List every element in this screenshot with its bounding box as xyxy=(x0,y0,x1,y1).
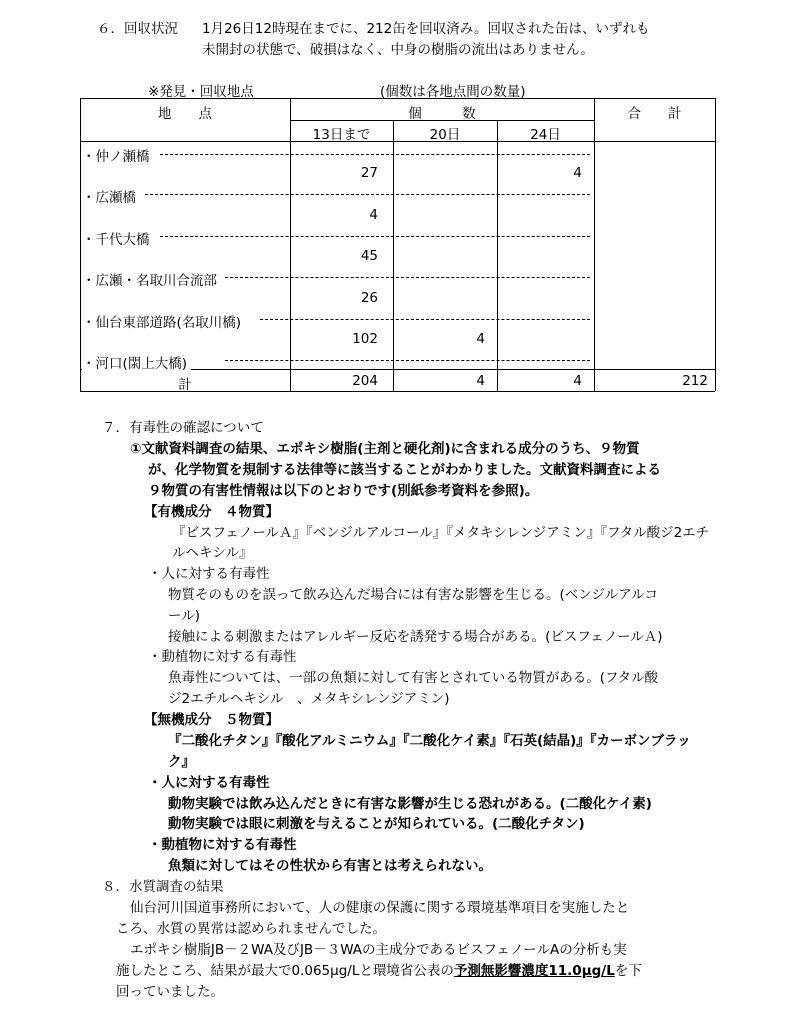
inorganic-list-line2: ク』 xyxy=(168,754,195,770)
organic-human-1-line2: ール) xyxy=(168,608,200,624)
section7-heading: ７．有毒性の確認について xyxy=(102,420,264,436)
inorganic-human-tox-heading: ・人に対する有毒性 xyxy=(148,775,270,791)
section7-p1-line3: ９物質の有害性情報は以下のとおりです(別紙参考資料を参照)。 xyxy=(148,483,539,499)
count-cell: 27 xyxy=(360,165,378,181)
section8-p2-line2-c: を下 xyxy=(614,963,642,979)
count-cell: 102 xyxy=(352,331,378,347)
header-count: 個 数 xyxy=(408,106,476,122)
location-label: ・河口(閖上大橋) xyxy=(82,352,191,372)
inorganic-human-2: 動物実験では眼に刺激を与えることが知られている。(二酸化チタン) xyxy=(168,816,585,832)
table-caption-note: (個数は各地点間の数量) xyxy=(380,84,526,100)
location-label: ・広瀬橋 xyxy=(82,186,140,206)
section8-p1-line1: 仙台河川国道事務所において、人の健康の保護に関する環境基準項目を実施したと xyxy=(130,900,630,916)
inorganic-plant-tox-heading: ・動植物に対する有毒性 xyxy=(148,837,297,853)
inorganic-heading: 【無機成分 ５物質】 xyxy=(144,712,279,728)
organic-heading: 【有機成分 ４物質】 xyxy=(144,504,279,520)
header-date-20: 20日 xyxy=(429,127,461,143)
sum-cell: 204 xyxy=(352,373,378,389)
organic-plant-1-line1: 魚毒性については、一部の魚類に対して有害とされている物質がある。(フタル酸 xyxy=(168,670,659,686)
sum-cell: 4 xyxy=(573,373,582,389)
count-cell: 45 xyxy=(360,248,378,264)
section8-p2-line3: 回っていました。 xyxy=(116,984,224,1000)
section7-p1-line1: ①文献資料調査の結果、エポキシ樹脂(主剤と硬化剤)に含まれる成分のうち、９物質 xyxy=(130,441,640,457)
inorganic-human-1: 動物実験では飲み込んだときに有害な影響が生じる恐れがある。(二酸化ケイ素) xyxy=(168,796,652,812)
section6-line1: 1月26日12時現在までに、212缶を回収済み。回収された缶は、いずれも xyxy=(202,21,650,37)
location-label: ・広瀬・名取川合流部 xyxy=(82,269,221,289)
count-cell: 4 xyxy=(573,165,582,181)
section6-heading: ６．回収状況 xyxy=(97,21,178,37)
section8-p2-line2-a: 施したところ、結果が最大で0.065μg/Lと環境省公表の xyxy=(116,963,454,979)
header-date-13: 13日まで xyxy=(312,127,371,143)
section8-p2-line1: エポキシ樹脂JB－２WA及びJB－３WAの主成分であるビスフェノールAの分析も実 xyxy=(130,942,627,958)
organic-plant-tox-heading: ・動植物に対する有毒性 xyxy=(148,649,297,665)
organic-list-line2: ルヘキシル』 xyxy=(172,545,253,561)
organic-list-line1: 『ビスフェノールＡ』『ベンジルアルコール』『メタキシレンジアミン』『フタル酸ジ2エチ xyxy=(172,525,710,541)
inorganic-plant-1: 魚類に対してはその性状から有害とは考えられない。 xyxy=(168,858,492,874)
section6-line2: 未開封の状態で、破損はなく、中身の樹脂の流出はありません。 xyxy=(202,42,594,58)
header-total: 合 計 xyxy=(627,106,682,122)
organic-human-tox-heading: ・人に対する有毒性 xyxy=(148,566,270,582)
table-caption-locations: ※発見・回収地点 xyxy=(148,84,254,100)
sum-label: 計 xyxy=(178,377,192,393)
sum-cell: 4 xyxy=(476,373,485,389)
count-cell: 4 xyxy=(369,207,378,223)
section7-p1-line2: が、化学物質を規制する法律等に該当することがわかりました。文献資料調査による xyxy=(148,462,661,478)
count-cell: 26 xyxy=(360,290,378,306)
section8-p1-line2: ころ、水質の異常は認められませんでした。 xyxy=(116,921,386,937)
organic-human-1-line1: 物質そのものを誤って飲み込んだ場合には有害な影響を生じる。(ベンジルアルコ xyxy=(168,587,659,603)
section8-p2-line2 xyxy=(116,959,642,979)
organic-human-2: 接触による刺激またはアレルギー反応を誘発する場合がある。(ビスフェノールＡ) xyxy=(168,629,663,645)
pnec-value: 予測無影響濃度11.0μg/L xyxy=(453,963,615,979)
location-label: ・仙台東部道路(名取川橋) xyxy=(82,311,245,331)
inorganic-list-line1: 『二酸化チタン』『酸化アルミニウム』『二酸化ケイ素』『石英(結晶)』『カーボンブラッ xyxy=(168,733,691,749)
location-label: ・仲ノ瀬橋 xyxy=(82,145,154,165)
count-cell: 4 xyxy=(476,331,485,347)
organic-plant-1-line2: ジ2エチルヘキシル 、メタキシレンジアミン) xyxy=(168,691,450,707)
location-label: ・千代大橋 xyxy=(82,228,154,248)
grand-total-cell: 212 xyxy=(682,373,708,389)
header-date-24: 24日 xyxy=(530,127,561,143)
header-location: 地 点 xyxy=(158,106,212,122)
section8-heading: ８．水質調査の結果 xyxy=(102,879,224,895)
